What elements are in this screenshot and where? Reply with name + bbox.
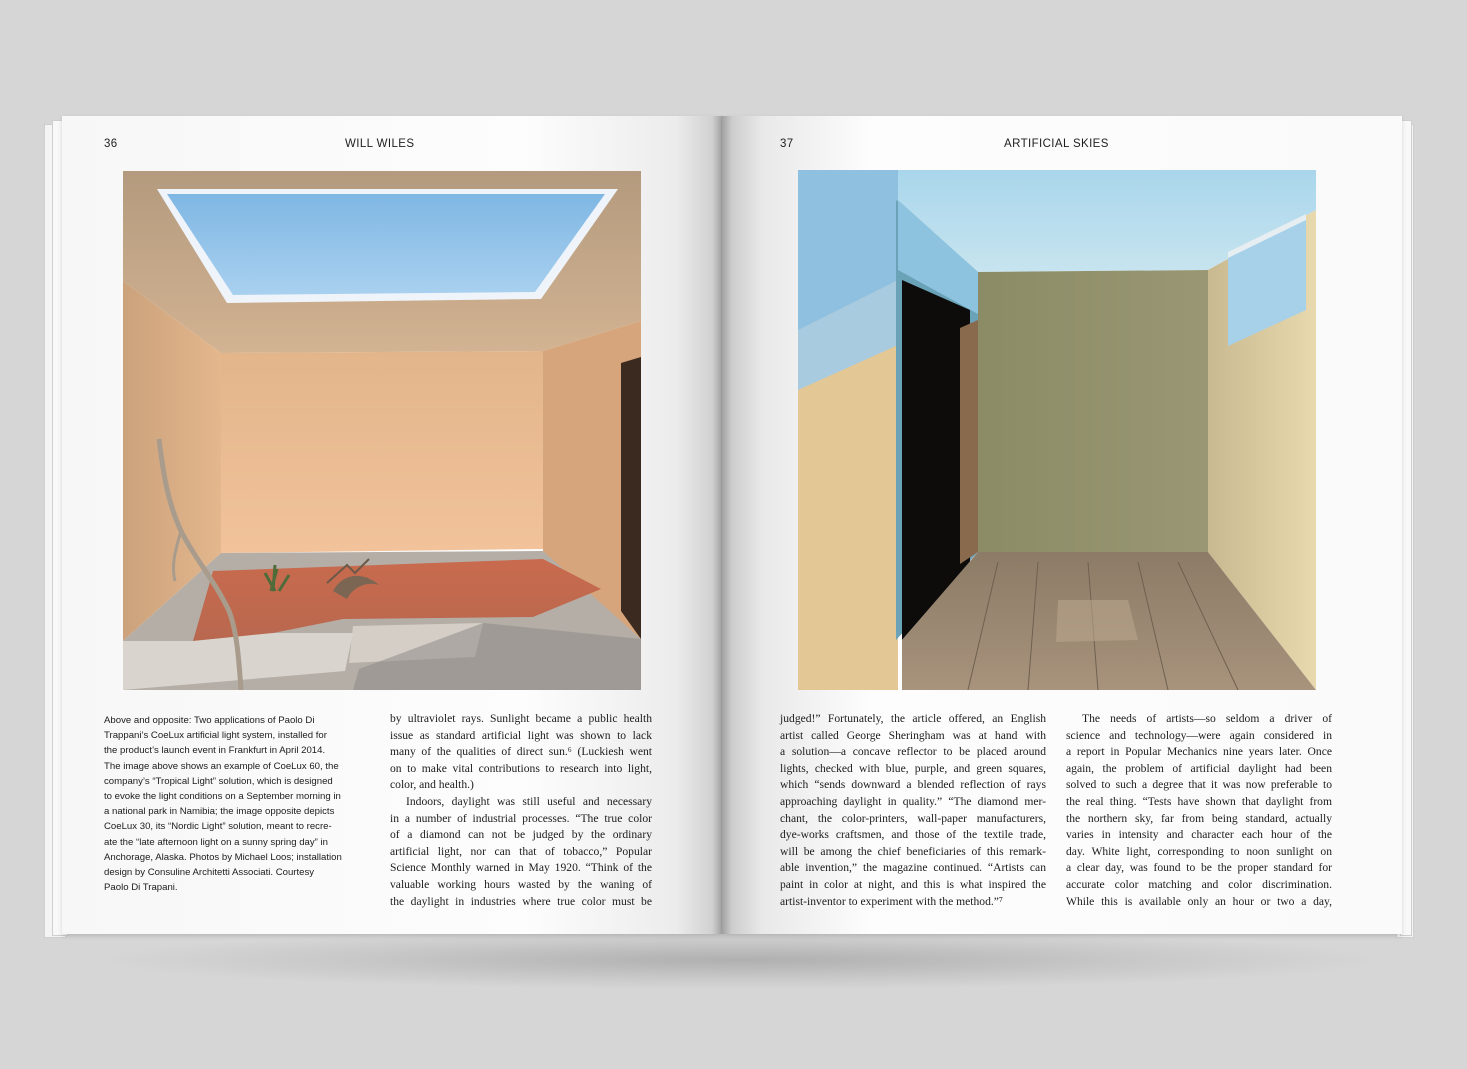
- body-line: the daylight in industries where true color must be: [390, 894, 652, 908]
- body-line: lights, checked with blue, purple, and green squares,: [780, 761, 1046, 775]
- body-line: accurate color matching and color discrimination.: [1066, 877, 1332, 891]
- caption-line: a national park in Namibia; the image opposite depicts: [104, 806, 335, 818]
- body-line: again, the problem of artificial daylight had been: [1066, 761, 1332, 775]
- caption-line: ate the “late afternoon light on a sunny spring day” in: [104, 836, 328, 848]
- body-line: chant, the color-printers, wall-paper manufacturers,: [780, 811, 1046, 825]
- body-line: Science Monthly warned in May 1920. “Think of the: [390, 861, 652, 875]
- body-line: varies in intensity and character each hour of the: [1066, 828, 1332, 842]
- body-line: issue as standard artificial light was shown to lack: [390, 728, 652, 742]
- body-line: a report in Popular Mechanics nine years later. Once: [1066, 745, 1332, 759]
- caption-line: company’s “Tropical Light” solution, which is designed: [104, 775, 333, 787]
- caption-line: CoeLux 30, its “Nordic Light” solution, meant to recre-: [104, 821, 332, 833]
- nordic-light-photo: [798, 170, 1316, 690]
- caption-line: Above and opposite: Two applications of Paolo Di: [104, 715, 315, 726]
- right-body-column-2: [1066, 711, 1332, 910]
- body-line: which “sends downward a blended reflection of rays: [780, 778, 1046, 792]
- caption-line: Anchorage, Alaska. Photos by Michael Loos; installation: [104, 851, 342, 863]
- body-line: approaching daylight in quality.” “The diamond mer-: [780, 794, 1046, 808]
- body-line: the northern sky, far from being standard, actually: [1066, 811, 1332, 825]
- body-line: solved to such a degree that it was now preferable to: [1066, 778, 1332, 792]
- body-line: judged!” Fortunately, the article offered, an English: [780, 712, 1046, 725]
- tropical-light-room-image: [123, 171, 641, 690]
- body-line: artificial light, nor can that of tobacco,” Popular: [390, 844, 652, 858]
- body-line: Indoors, daylight was still useful and necessary: [406, 794, 652, 808]
- body-line: day. White light, corresponding to noon sunlight on: [1066, 844, 1332, 858]
- body-line: on to make vital contributions to research into light,: [390, 761, 652, 775]
- right-body-column-1: [780, 711, 1046, 910]
- body-line: a solution—a concave reflector to be placed around: [780, 745, 1046, 759]
- body-line: dye-works craftsmen, and those of the textile trade,: [780, 828, 1046, 842]
- tropical-light-photo: [123, 171, 641, 690]
- nordic-light-room-image: [798, 170, 1316, 690]
- body-line: color, and health.): [390, 778, 474, 792]
- body-line: valuable working hours wasted by the waning of: [390, 877, 652, 891]
- left-running-head: WILL WILES: [345, 138, 415, 150]
- photo-caption: [104, 713, 366, 895]
- caption-line: The image above shows an example of CoeLux 60, the: [104, 760, 339, 772]
- caption-line: to evoke the light conditions on a September morning in: [104, 791, 341, 803]
- body-line: the real thing. “Tests have shown that daylight from: [1066, 794, 1332, 808]
- body-line: artist-inventor to experiment with the method.”⁷: [780, 894, 1003, 908]
- book-gutter: [712, 116, 732, 934]
- body-line: many of the qualities of direct sun.⁶ (Luckiesh went: [390, 745, 652, 759]
- body-line: by ultraviolet rays. Sunlight became a public health: [390, 712, 652, 725]
- caption-line: the product’s launch event in Frankfurt in April 2014.: [104, 745, 326, 757]
- left-page-number: 36: [104, 138, 118, 150]
- caption-line: design by Consuline Architetti Associati. Courtesy: [104, 867, 315, 879]
- body-line: of a diamond can not be judged by the ordinary: [390, 828, 652, 842]
- body-line: in a number of industrial processes. “The true color: [390, 811, 652, 825]
- right-page: [722, 116, 1402, 934]
- body-line: will be among the chief beneficiaries of this remark-: [780, 844, 1046, 858]
- body-line: The needs of artists—so seldom a driver of: [1082, 712, 1332, 725]
- left-page: [62, 116, 722, 934]
- body-line: a clear day, was found to be the proper standard for: [1066, 861, 1332, 875]
- right-page-number: 37: [780, 138, 794, 150]
- body-line: able invention,” the magazine continued. “Artists can: [780, 861, 1046, 875]
- caption-line: Paolo Di Trapani.: [104, 882, 178, 894]
- body-line: science and technology—were again considered in: [1066, 728, 1332, 742]
- left-body-column: [390, 711, 652, 910]
- right-running-head: ARTIFICIAL SKIES: [1004, 138, 1109, 150]
- body-line: paint in color at night, and this is what inspired the: [780, 877, 1046, 891]
- body-line: artist called George Sheringham was at hand with: [780, 728, 1046, 742]
- body-line: While this is available only an hour or two a day,: [1066, 894, 1332, 908]
- caption-line: Trappani’s CoeLux artificial light system, installed for: [104, 730, 327, 742]
